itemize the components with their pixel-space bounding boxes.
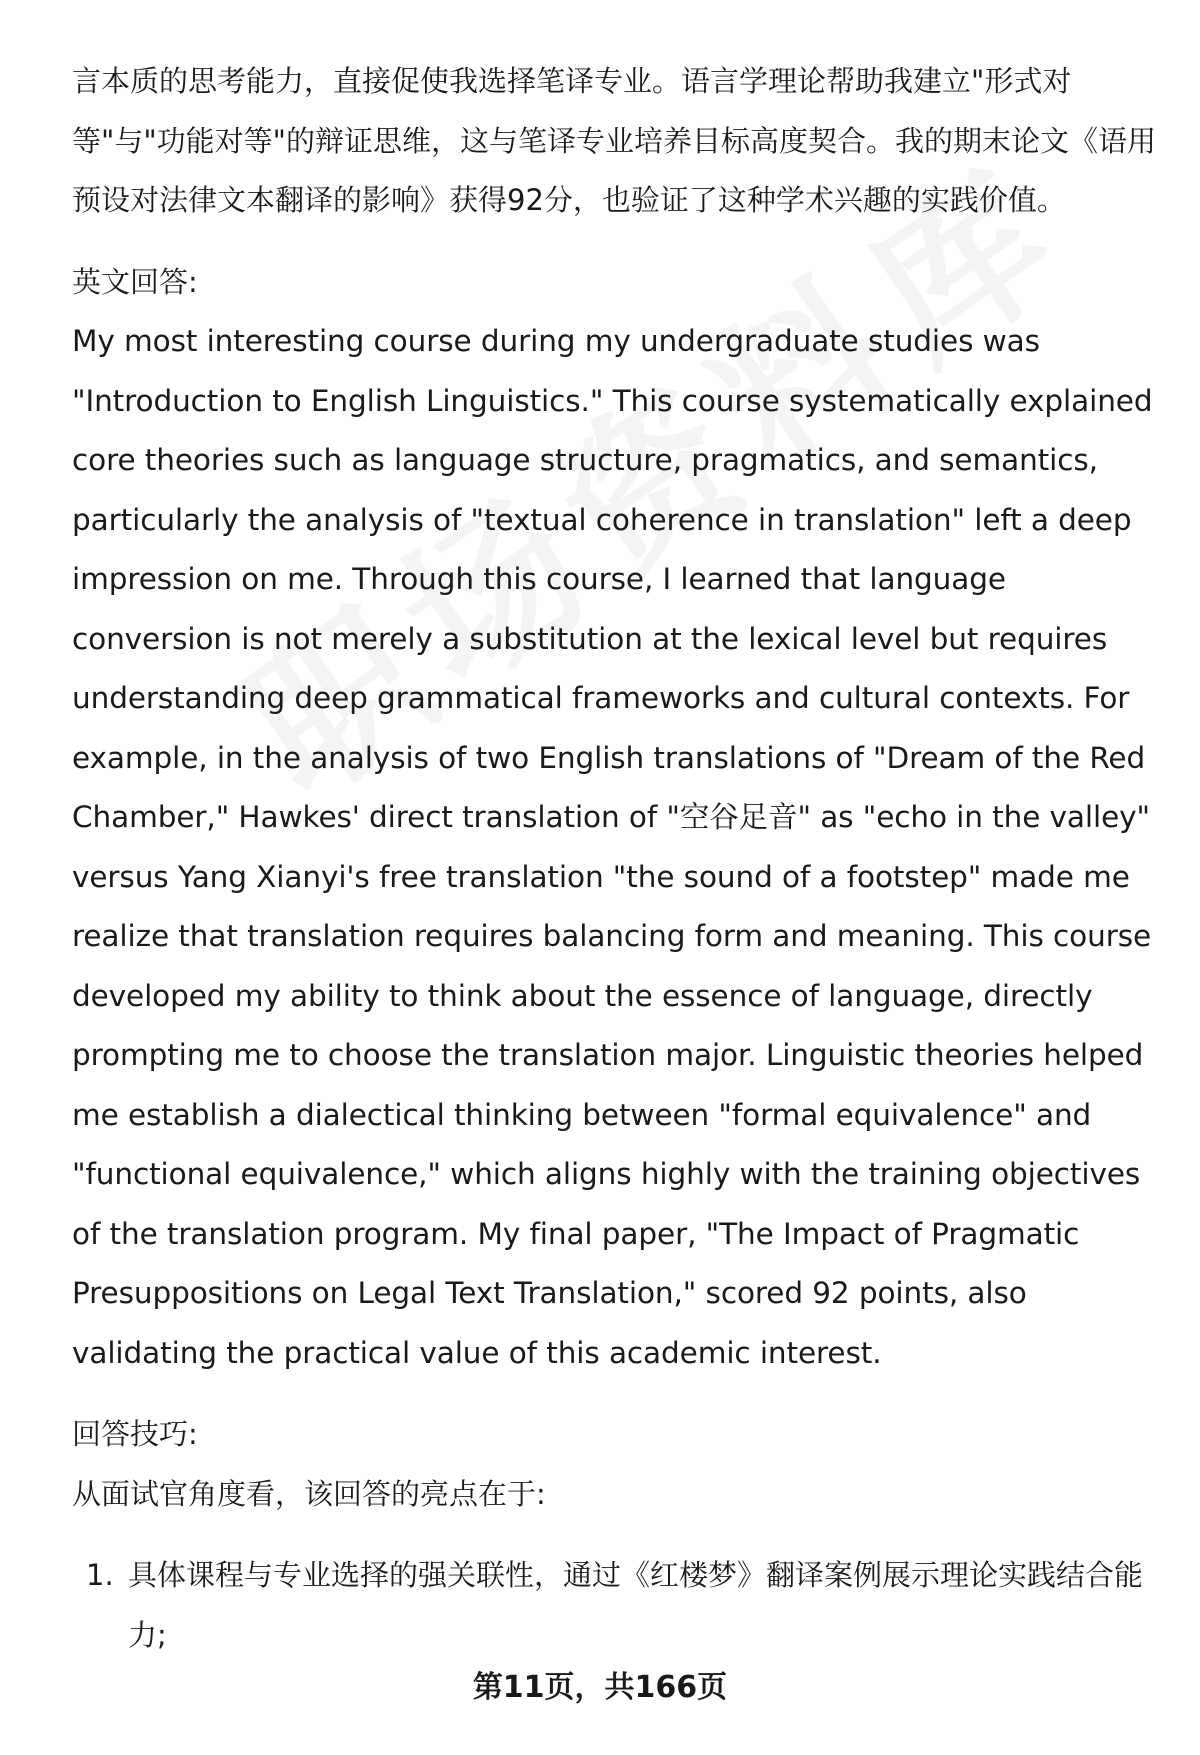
english-answer-section — [72, 253, 1162, 1384]
tips-heading: 回答技巧: — [72, 1417, 198, 1451]
tips-list — [72, 1546, 1162, 1665]
list-item-text: 具体课程与专业选择的强关联性，通过《红楼梦》翻译案例展示理论实践结合能力; — [128, 1558, 1144, 1652]
english-answer-body: My most interesting course during my undergraduate studies was "Introduction to English Linguistics." This course systematically explained core theories such as language structure, pragmatics, and semantics, particularly the analysis of "textual coherence in translation" left a deep impression on me. Through this course, I learned that language conversion is not merely a substitution at the lexical level but requires understanding deep grammatical frameworks and cultural contexts. For example, in the analysis of two English translations of "Dream of the Red Chamber," Hawkes' direct translation of "空谷足音" as "echo in the valley" versus Yang Xianyi's free translation "the sound of a footstep" made me realize that translation requires balancing form and meaning. This course developed my ability to think about the essence of language, directly prompting me to choose the translation major. Linguistic theories helped me establish a dialectical thinking between "formal equivalence" and "functional equivalence," which aligns highly with the training objectives of the translation program. My final paper, "The Impact of Pragmatic Presuppositions on Legal Text Translation," scored 92 points, also validating the practical value of this academic interest. — [72, 324, 1153, 1370]
tips-section — [72, 1405, 1162, 1665]
list-item — [72, 1546, 1162, 1665]
english-answer-heading: 英文回答: — [72, 264, 198, 299]
page-footer: 第11页，共166页 — [472, 1670, 728, 1705]
page-content — [72, 52, 1162, 1665]
tips-intro: 从面试官角度看，该回答的亮点在于: — [72, 1476, 546, 1511]
list-item-number: 1. — [86, 1558, 114, 1592]
intro-paragraph: 言本质的思考能力，直接促使我选择笔译专业。语言学理论帮助我建立"形式对等"与"功能对等"的辩证思维，这与笔译专业培养目标高度契合。我的期末论文《语用预设对法律文本翻译的影响》获得92分，也验证了这种学术兴趣的实践价值。 — [72, 64, 1157, 217]
